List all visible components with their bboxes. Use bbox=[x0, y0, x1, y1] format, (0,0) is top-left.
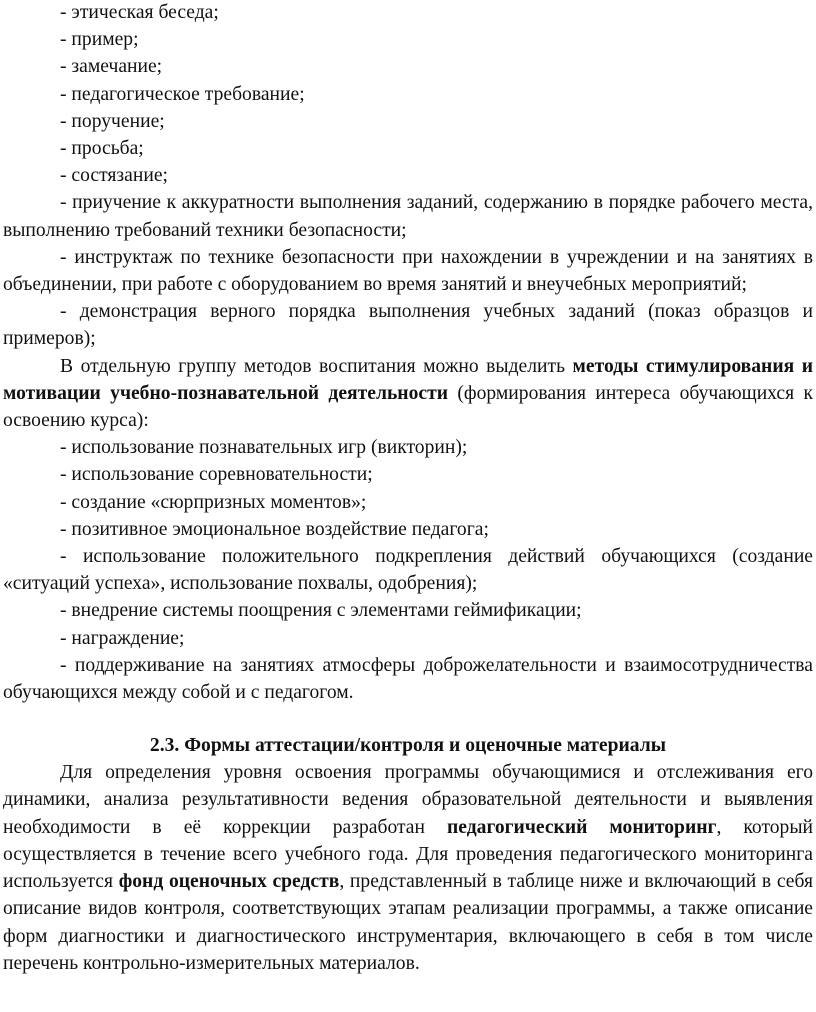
paragraph-text: Для определения уровня освоения программы обучающимися и отслеживания его динамики, анализа результативности ведения образовательной деятельности и выявления необходимости в её коррекции разработан bbox=[3, 762, 813, 838]
list-item: - демонстрация верного порядка выполнения учебных заданий (показ образцов и примеров); bbox=[3, 301, 813, 350]
bold-term-assessment-fund: фонд оценочных средств bbox=[118, 871, 340, 893]
list-item: - поручение; bbox=[60, 110, 165, 132]
intro-text: В отдельную группу методов воспитания можно выделить bbox=[60, 355, 573, 377]
list-item: - приучение к аккуратности выполнения заданий, содержанию в порядке рабочего места, выполнению требований техники безопасности; bbox=[3, 192, 813, 241]
paragraph-text: , который осуществляется в течение всего учебного года. Для проведения педагогического мониторинга используется bbox=[3, 816, 813, 893]
list-item: - использование познавательных игр (викторин); bbox=[60, 437, 468, 459]
list-item: - инструктаж по технике безопасности при нахождении в учреждении и на занятиях в объединении, при работе с оборудованием во время занятий и внеучебных мероприятий; bbox=[3, 246, 813, 296]
list-item: - использование соревновательности; bbox=[60, 464, 373, 486]
list-item: - внедрение системы поощрения с элементами геймификации; bbox=[60, 600, 582, 622]
intro-text-end: (формирования интереса обучающихся к освоению курса): bbox=[3, 382, 813, 432]
monitoring-paragraph bbox=[3, 759, 813, 977]
methods-intro-paragraph bbox=[3, 353, 813, 435]
section-heading: 2.3. Формы аттестации/контроля и оценочные материалы bbox=[149, 735, 667, 757]
list-item: - создание «сюрпризных моментов»; bbox=[60, 491, 367, 513]
list-item: - пример; bbox=[60, 29, 139, 51]
bold-term-monitoring: педагогический мониторинг bbox=[447, 816, 717, 838]
list-item: - поддерживание на занятиях атмосферы доброжелательности и взаимосотрудничества обучающихся между собой и с педагогом. bbox=[3, 654, 813, 704]
paragraph-text: , представленный в таблице ниже и включающий в себя описание видов контроля, соответствующих этапам реализации программы, а также описание форм диагностики и диагностического инструментария, включающего в себя в том числе перечень контрольно-измерительных материалов. bbox=[3, 871, 813, 974]
list-item: - использование положительного подкрепления действий обучающихся (создание «ситуаций успеха», использование похвалы, одобрения); bbox=[3, 546, 813, 595]
list-item: - этическая беседа; bbox=[60, 2, 219, 23]
list-item: - состязание; bbox=[60, 165, 168, 187]
list-item: - просьба; bbox=[60, 138, 144, 160]
list-item: - замечание; bbox=[60, 56, 163, 78]
list-item: - педагогическое требование; bbox=[60, 83, 305, 105]
list-item: - награждение; bbox=[60, 627, 185, 649]
intro-bold-term: методы стимулирования и мотивации учебно-познавательной деятельности bbox=[3, 355, 814, 404]
list-item: - позитивное эмоциональное воздействие педагога; bbox=[60, 518, 489, 540]
